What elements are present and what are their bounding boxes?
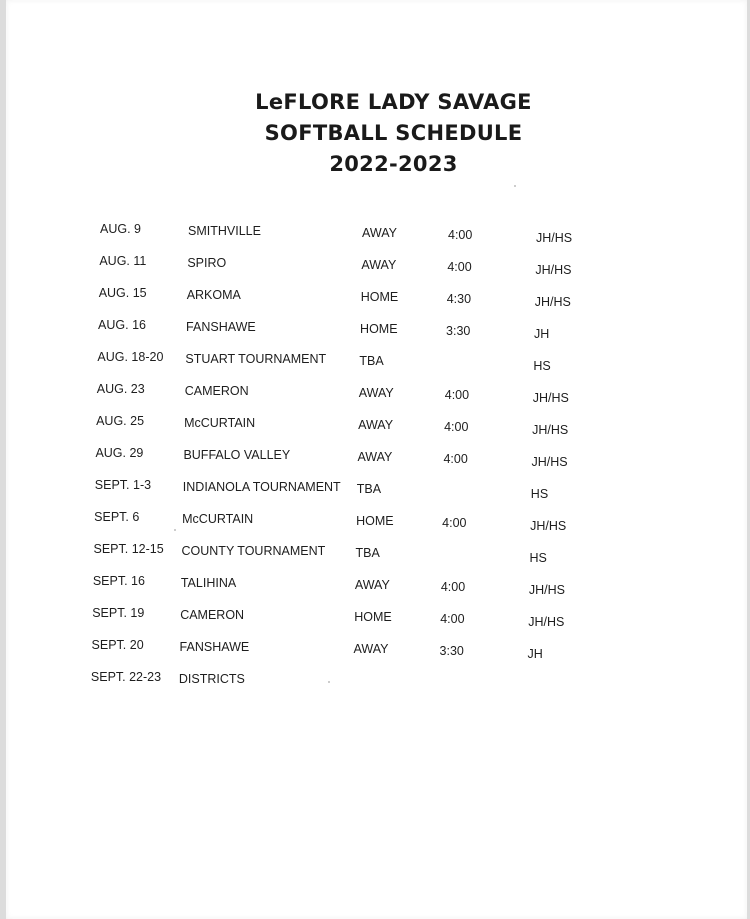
game-date: SEPT. 22-23 (90, 670, 162, 684)
game-date: AUG. 25 (96, 414, 145, 428)
game-time: 4:00 (444, 388, 470, 402)
game-opponent: DISTRICTS (178, 672, 245, 686)
game-level: JH/HS (532, 423, 569, 437)
game-date: AUG. 18-20 (97, 350, 164, 364)
schedule-row (98, 318, 718, 341)
schedule-row (92, 606, 712, 629)
game-time: 4:00 (447, 260, 472, 274)
game-date: SEPT. 19 (92, 606, 145, 620)
game-opponent: ARKOMA (186, 288, 241, 302)
game-level: JH (534, 327, 550, 341)
schedule-row (100, 222, 720, 245)
game-opponent: SPIRO (187, 256, 227, 270)
game-opponent: CAMERON (180, 608, 245, 622)
game-level: HS (530, 487, 549, 501)
game-level: JH/HS (532, 391, 569, 405)
game-date: SEPT. 6 (94, 510, 140, 524)
game-level: HS (529, 551, 547, 565)
game-time: 4:00 (440, 580, 466, 594)
game-date: AUG. 29 (95, 446, 144, 460)
game-opponent: McCURTAIN (182, 512, 254, 526)
game-date: AUG. 15 (98, 286, 147, 300)
game-time: 3:30 (439, 644, 464, 658)
game-opponent: FANSHAWE (186, 320, 256, 334)
title-line-season: 2022-2023 (329, 152, 458, 176)
schedule-row (95, 446, 715, 469)
game-location: HOME (360, 322, 398, 336)
game-time: 3:30 (446, 324, 471, 338)
game-location: AWAY (357, 450, 393, 464)
game-location: AWAY (358, 386, 394, 400)
schedule-row (99, 254, 719, 277)
schedule-row (97, 350, 717, 373)
schedule-row (94, 478, 715, 501)
game-time: 4:00 (440, 612, 465, 626)
game-date: SEPT. 1-3 (94, 478, 152, 492)
scan-speck (328, 681, 330, 683)
game-date: AUG. 11 (99, 254, 147, 268)
game-location: HOME (360, 290, 399, 304)
scan-speck (514, 185, 516, 187)
schedule-row (91, 670, 711, 690)
game-location: AWAY (361, 258, 397, 272)
game-date: AUG. 23 (96, 382, 145, 396)
game-opponent: INDIANOLA TOURNAMENT (182, 480, 341, 494)
game-level: JH/HS (528, 583, 565, 597)
game-time: 4:00 (442, 516, 467, 530)
game-location: TBA (355, 546, 380, 560)
game-opponent: FANSHAWE (179, 640, 250, 654)
game-opponent: STUART TOURNAMENT (185, 352, 327, 366)
game-time: 4:00 (448, 228, 473, 242)
game-location: HOME (356, 514, 394, 528)
game-date: SEPT. 12-15 (93, 542, 164, 556)
schedule-row (96, 414, 716, 437)
game-level: JH/HS (534, 295, 571, 309)
game-opponent: BUFFALO VALLEY (183, 448, 291, 462)
game-level: JH/HS (528, 615, 565, 629)
game-location: AWAY (353, 642, 389, 656)
game-location: HOME (354, 610, 392, 624)
game-location: TBA (356, 482, 382, 496)
game-opponent: CAMERON (184, 384, 249, 398)
schedule-row (91, 638, 712, 661)
title-line-sport: SOFTBALL SCHEDULE (264, 121, 523, 145)
game-location: AWAY (354, 578, 390, 592)
game-location: TBA (359, 354, 384, 368)
game-opponent: SMITHVILLE (188, 224, 261, 238)
game-level: JH/HS (535, 263, 572, 277)
game-date: SEPT. 20 (91, 638, 144, 652)
game-level: JH/HS (536, 231, 573, 245)
game-location: AWAY (362, 226, 397, 240)
game-date: AUG. 9 (100, 222, 141, 236)
game-time: 4:30 (446, 292, 472, 306)
game-date: SEPT. 16 (92, 574, 145, 588)
game-level: JH (527, 647, 543, 661)
title-line-team: LeFLORE LADY SAVAGE (255, 90, 532, 114)
game-level: JH/HS (531, 455, 568, 469)
game-opponent: COUNTY TOURNAMENT (181, 544, 326, 558)
game-level: JH/HS (530, 519, 567, 533)
game-time: 4:00 (444, 420, 469, 434)
schedule-row (92, 574, 713, 597)
scan-speck (174, 529, 176, 531)
schedule-row (96, 382, 717, 405)
game-time: 4:00 (443, 452, 468, 466)
game-opponent: TALIHINA (180, 576, 237, 590)
game-date: AUG. 16 (98, 318, 146, 332)
game-level: HS (533, 359, 551, 373)
game-location: AWAY (358, 418, 394, 432)
schedule-page (6, 0, 747, 919)
schedule-row (93, 542, 714, 565)
schedule-row (98, 286, 719, 309)
schedule-row (94, 510, 714, 533)
game-opponent: McCURTAIN (184, 416, 256, 430)
